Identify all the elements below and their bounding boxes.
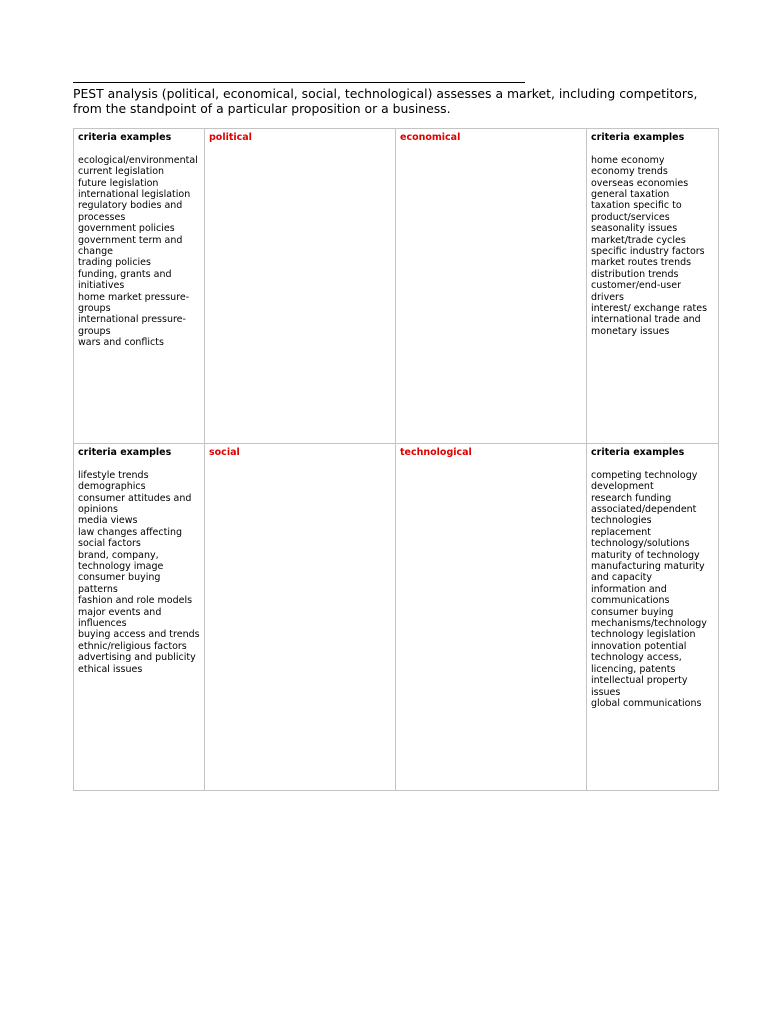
list-item: home economy (591, 154, 665, 166)
list-item: international trade and monetary issues (591, 314, 701, 337)
list-item: advertising and publicity (78, 652, 196, 664)
criteria-list (78, 470, 201, 675)
list-item: media views (78, 515, 138, 527)
list-item: innovation potential (591, 640, 687, 652)
criteria-cell-economical (587, 129, 719, 444)
list-item: general taxation (591, 189, 670, 201)
list-item: future legislation (78, 177, 159, 189)
criteria-list (591, 470, 715, 710)
list-item: customer/end-user drivers (591, 280, 681, 303)
list-item: competing technology development (591, 469, 698, 493)
economical-heading: economical (400, 132, 461, 143)
list-item: fashion and role models (78, 595, 193, 607)
list-item: taxation specific to product/services (591, 200, 682, 223)
list-item: international pressure-groups (78, 314, 186, 337)
list-item: interest/ exchange rates (591, 303, 708, 315)
list-item: major events and influences (78, 606, 162, 630)
list-item: demographics (78, 481, 146, 493)
social-heading: social (209, 447, 240, 458)
list-item: market routes trends (591, 257, 692, 269)
economical-cell (396, 129, 587, 444)
criteria-cell-political (74, 129, 205, 444)
list-item: wars and conflicts (78, 337, 164, 349)
criteria-heading: criteria examples (78, 132, 172, 143)
list-item: government term and change (78, 234, 183, 258)
technological-heading: technological (400, 447, 472, 458)
criteria-heading: criteria examples (591, 447, 685, 458)
criteria-list (78, 155, 201, 349)
intro-paragraph: PEST analysis (political, economical, social, technological) assesses a market, including competitors, from the standpoint of a particular proposition or a business. (73, 86, 698, 116)
list-item: ethnic/religious factors (78, 640, 187, 652)
list-item: replacement technology/solutions (591, 526, 690, 550)
list-item: information and communications (591, 583, 670, 607)
top-rule (73, 82, 525, 83)
pest-table (73, 128, 719, 791)
list-item: ethical issues (78, 663, 143, 675)
list-item: law changes affecting social factors (78, 526, 183, 550)
list-item: global communications (591, 697, 702, 709)
list-item: technology access, licencing, patents (591, 652, 682, 675)
list-item: government policies (78, 223, 175, 235)
social-cell (205, 444, 396, 791)
table-row (74, 444, 719, 791)
political-cell (205, 129, 396, 444)
list-item: maturity of technology (591, 549, 700, 561)
list-item: associated/dependent technologies (591, 504, 697, 527)
list-item: consumer attitudes and opinions (78, 492, 192, 516)
criteria-cell-social (74, 444, 205, 791)
list-item: international legislation (78, 189, 191, 201)
list-item: economy trends (591, 166, 668, 178)
list-item: brand, company, technology image (78, 549, 164, 573)
criteria-heading: criteria examples (78, 447, 172, 458)
technological-cell (396, 444, 587, 791)
list-item: buying access and trends (78, 629, 200, 641)
list-item: trading policies (78, 257, 151, 269)
list-item: regulatory bodies and processes (78, 200, 183, 223)
list-item: manufacturing maturity and capacity (591, 561, 705, 584)
list-item: research funding (591, 492, 672, 504)
table-row (74, 129, 719, 444)
criteria-heading: criteria examples (591, 132, 685, 143)
list-item: home market pressure-groups (78, 291, 190, 315)
criteria-list (591, 155, 715, 338)
political-heading: political (209, 132, 252, 143)
list-item: technology legislation (591, 629, 696, 641)
list-item: consumer buying mechanisms/technology (591, 606, 707, 630)
list-item: seasonality issues (591, 223, 678, 235)
list-item: distribution trends (591, 268, 679, 280)
list-item: funding, grants and initiatives (78, 268, 172, 292)
list-item: intellectual property issues (591, 675, 688, 698)
list-item: specific industry factors (591, 246, 705, 258)
list-item: ecological/environmental current legislation (78, 154, 198, 178)
list-item: overseas economies (591, 177, 689, 189)
list-item: market/trade cycles (591, 234, 686, 246)
list-item: consumer buying patterns (78, 572, 161, 595)
criteria-cell-technological (587, 444, 719, 791)
list-item: lifestyle trends (78, 469, 149, 481)
